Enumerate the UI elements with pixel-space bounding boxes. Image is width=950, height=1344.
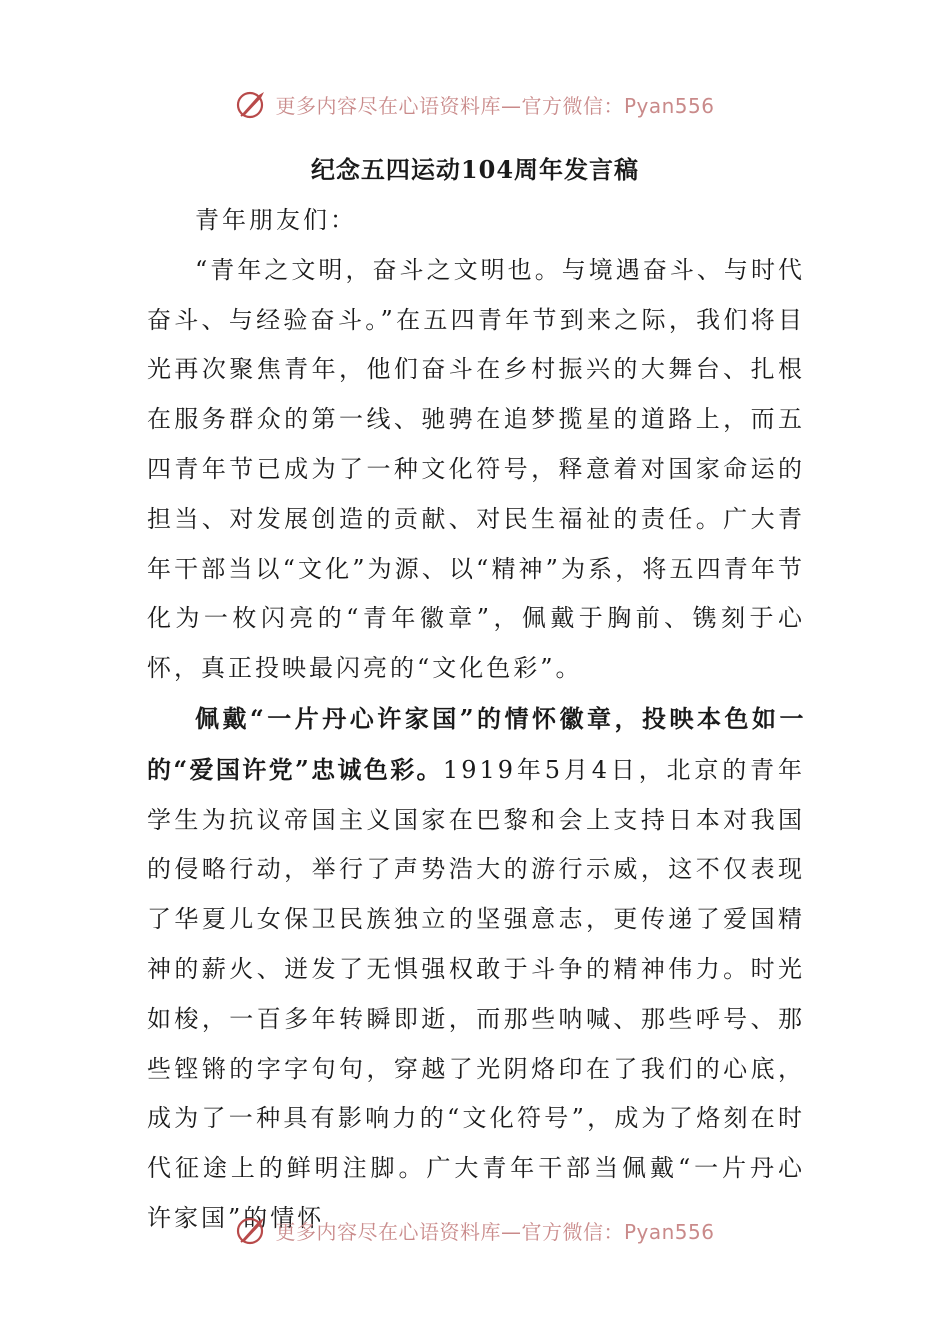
paragraph-heading: 佩戴“一片丹心许家国”的情怀徽章，投映本色如一的“爱国许党”忠诚色彩。 [147,703,805,784]
watermark-text: 更多内容尽在心语资料库—官方微信：Pyan556 [275,93,715,118]
watermark-footer [0,1210,950,1250]
salutation: 青年朋友们： [195,206,357,234]
pen-circle-logo-icon [235,1213,269,1247]
paragraph-body: 1919年5月4日，北京的青年学生为抗议帝国主义国家在巴黎和会上支持日本对我国的侵略行动，举行了声势浩大的游行示威，这不仅表现了华夏儿女保卫民族独立的坚强意志，更传递了爱国精神的薪火、迸发了无惧强权敢于斗争的精神伟力。时光如梭，一百多年转瞬即逝，而那些呐喊、那些呼号、那些铿锵的字字句句，穿越了光阴烙印在了我们的心底，成为了一种具有影响力的“文化符号”，成为了烙刻在时代征途上的鲜明注脚。广大青年干部当佩戴“一片丹心许家国”的情怀 [147,755,805,1232]
paragraph-intro: “青年之文明，奋斗之文明也。与境遇奋斗、与时代奋斗、与经验奋斗。”在五四青年节到来之际，我们将目光再次聚焦青年，他们奋斗在乡村振兴的大舞台、扎根在服务群众的第一线、驰骋在追梦揽星的道路上，而五四青年节已成为了一种文化符号，释意着对国家命运的担当、对发展创造的贡献、对民生福祉的责任。广大青年干部当以“文化”为源、以“精神”为系，将五四青年节化为一枚闪亮的“青年徽章”，佩戴于胸前、镌刻于心怀，真正投映最闪亮的“文化色彩”。 [147,255,805,683]
pen-circle-logo-icon [235,87,269,121]
document-body [147,196,805,1244]
paragraph-patriotism [147,694,805,1244]
document-title: 纪念五四运动104周年发言稿 [310,155,640,184]
watermark-header [0,84,950,124]
watermark-text: 更多内容尽在心语资料库—官方微信：Pyan556 [275,1219,715,1244]
